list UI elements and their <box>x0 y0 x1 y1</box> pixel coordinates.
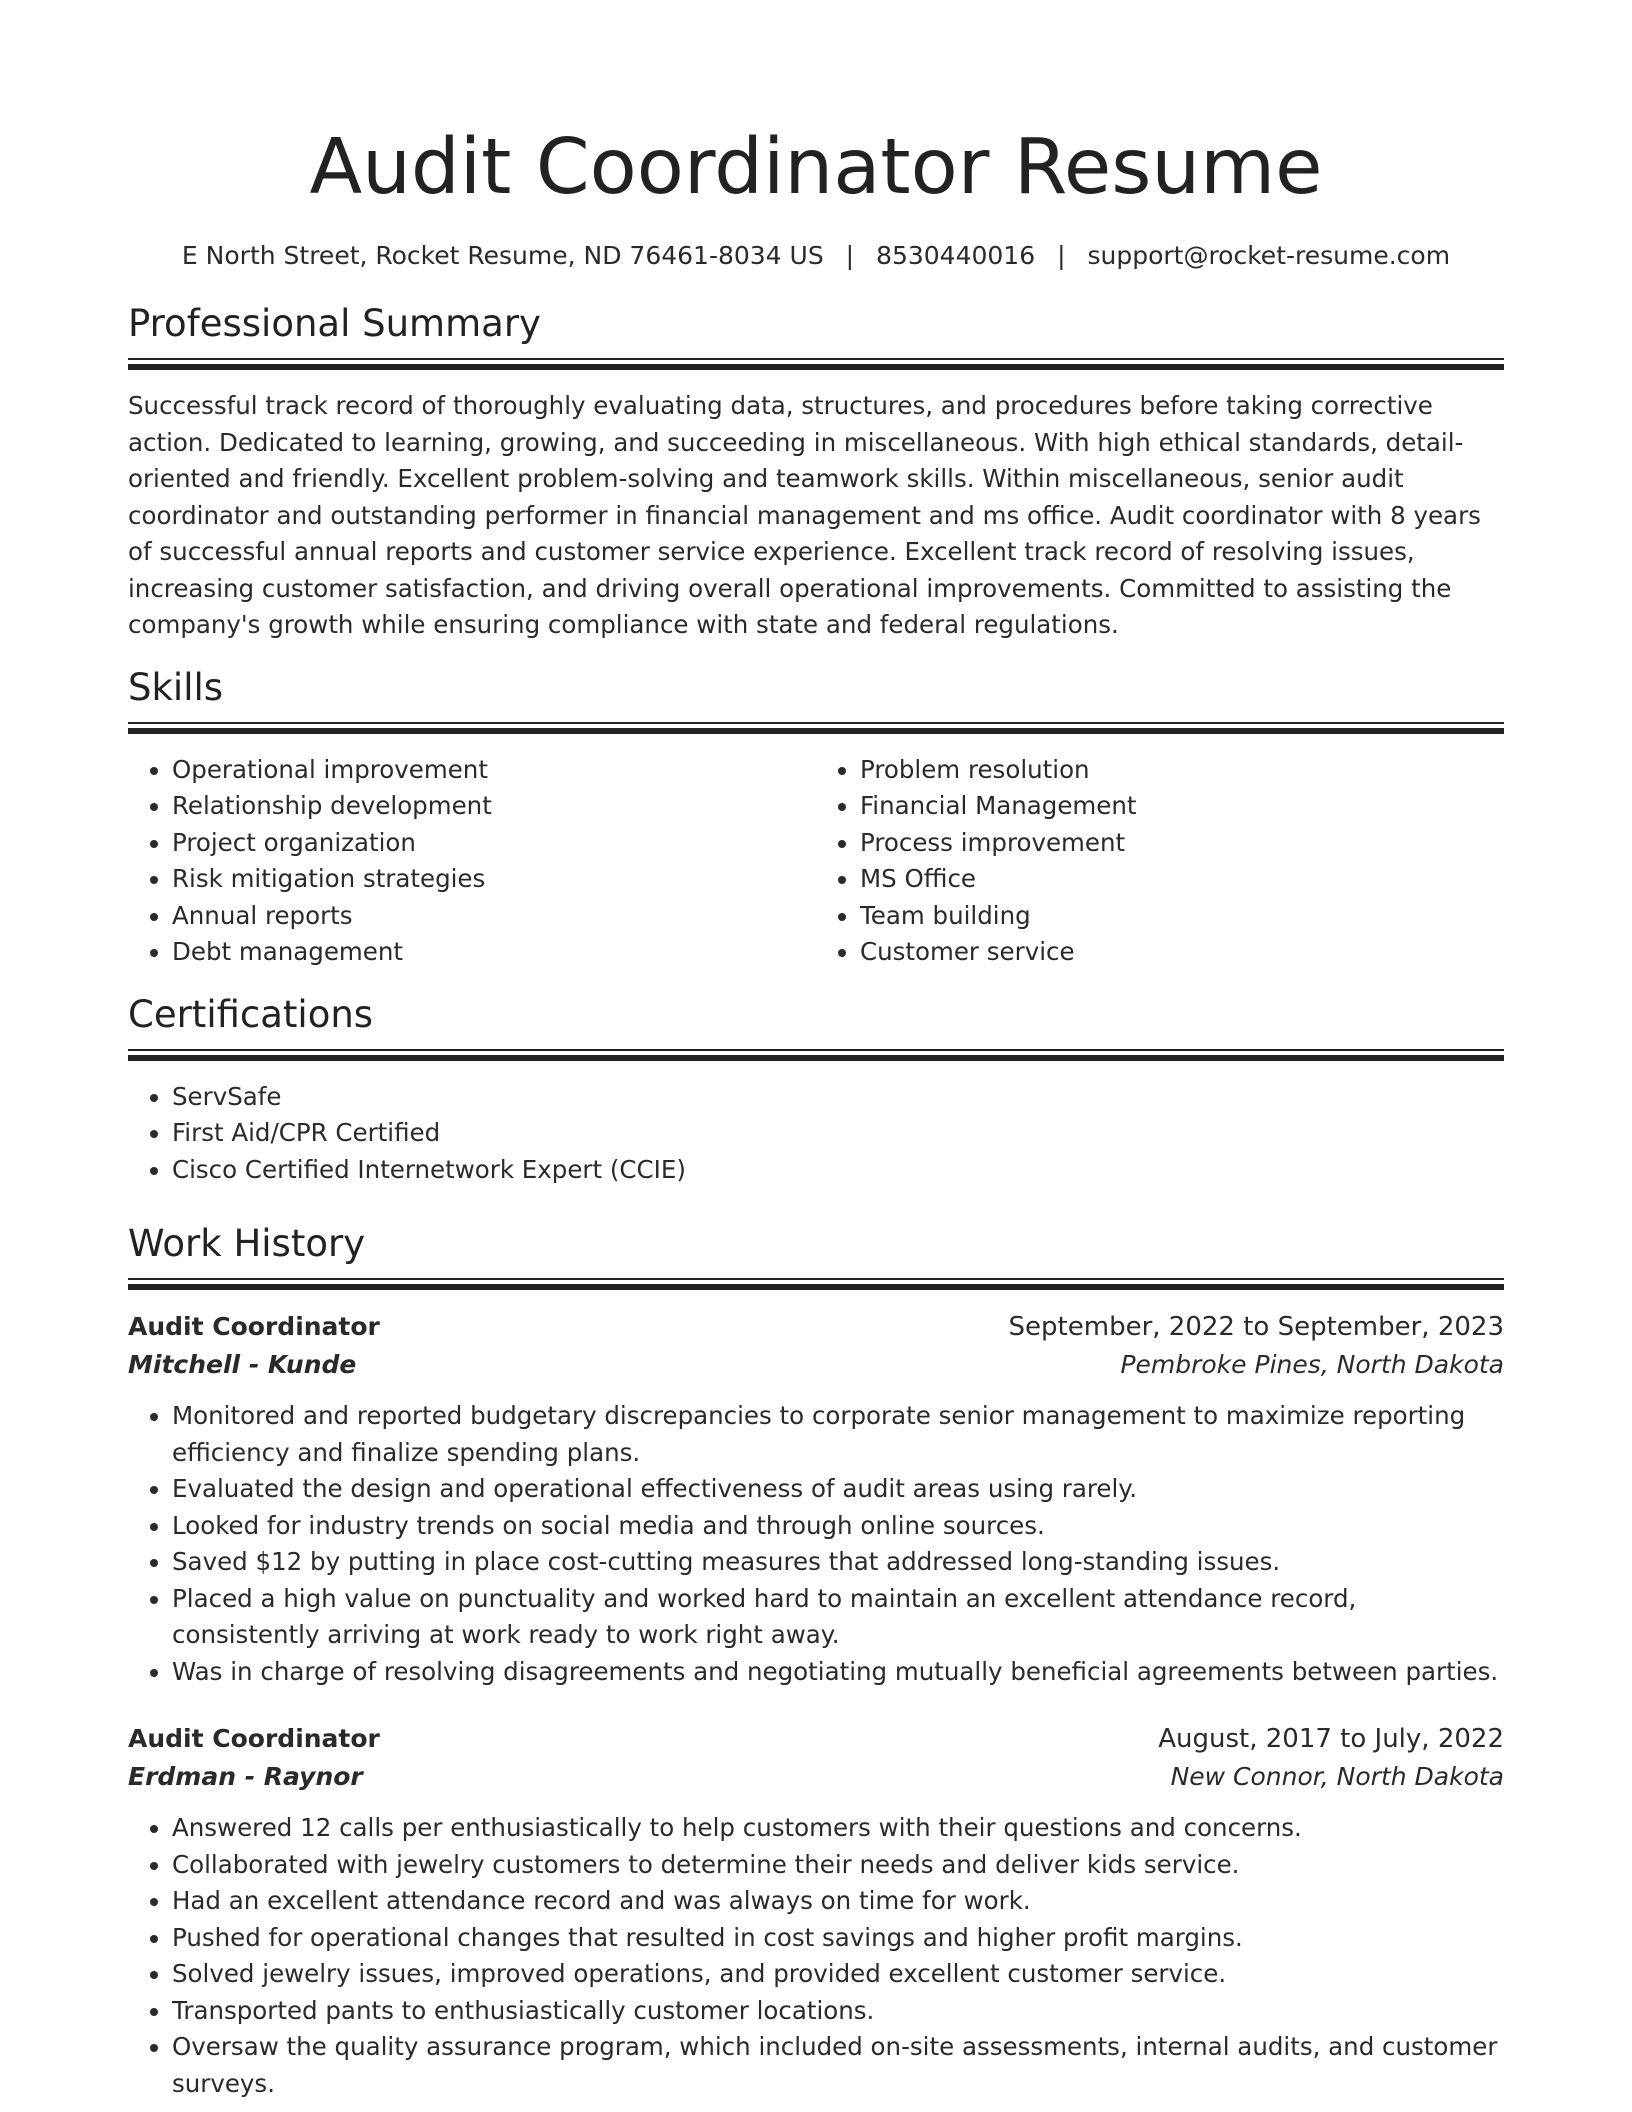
skill-item: • Customer service <box>860 934 1504 971</box>
job-company: Mitchell - Kunde <box>128 1350 357 1379</box>
certifications-list <box>128 1079 1504 1189</box>
contact-phone: 8530440016 <box>876 241 1036 270</box>
job-title: Audit Coordinator <box>128 1312 380 1341</box>
summary-heading: Professional Summary <box>128 302 541 345</box>
job-location: New Connor, North Dakota <box>1170 1762 1504 1791</box>
contact-address: E North Street, Rocket Resume, ND 76461-8034 US <box>181 241 824 270</box>
job-bullet: • Placed a high value on punctuality and worked hard to maintain an excellent attendance record, consistently arriving at work ready to work right away. <box>172 1581 1504 1654</box>
job-bullets <box>128 1810 1504 2102</box>
job-subheader <box>128 1346 1504 1384</box>
skill-item: • Operational improvement <box>172 752 816 789</box>
job-bullet: • Answered 12 calls per enthusiastically to help customers with their questions and concerns. <box>172 1810 1504 1847</box>
skill-item: • Debt management <box>172 934 816 971</box>
job-bullet: • Monitored and reported budgetary discrepancies to corporate senior management to maximize reporting efficiency and finalize spending plans. <box>172 1398 1504 1471</box>
job-dates: August, 2017 to July, 2022 <box>1158 1724 1504 1754</box>
job-bullet: • Pushed for operational changes that resulted in cost savings and higher profit margins. <box>172 1920 1504 1957</box>
job-bullet: • Oversaw the quality assurance program, which included on-site assessments, internal audits, and customer surveys. <box>172 2029 1504 2102</box>
resume-title: Audit Coordinator Resume <box>309 123 1323 212</box>
section-divider <box>128 1049 1504 1061</box>
work-history-section <box>128 1220 1504 2102</box>
certification-item: • First Aid/CPR Certified <box>172 1115 1504 1152</box>
certification-item: • ServSafe <box>172 1079 1504 1116</box>
work-history-heading: Work History <box>128 1222 366 1265</box>
job-entry <box>128 1720 1504 2102</box>
summary-text: Successful track record of thoroughly evaluating data, structures, and procedures before taking corrective action. Dedicated to learning, growing, and succeeding in miscellaneous. With high ethical standards, detail-oriented and friendly. Excellent problem-solving and teamwork skills. Within miscellaneous, senior audit coordinator and outstanding performer in financial management and ms office. Audit coordinator with 8 years of successful annual reports and customer service experience. Excellent track record of resolving issues, increasing customer satisfaction, and driving overall operational improvements. Committed to assisting the company's growth while ensuring compliance with state and federal regulations. <box>128 391 1481 639</box>
job-header <box>128 1720 1504 1758</box>
summary-section <box>128 300 1504 644</box>
job-location: Pembroke Pines, North Dakota <box>1120 1350 1504 1379</box>
section-divider <box>128 1278 1504 1290</box>
skill-item: • Risk mitigation strategies <box>172 861 816 898</box>
skill-item: • Annual reports <box>172 898 816 935</box>
skills-section <box>128 664 1504 971</box>
resume-page <box>128 0 1504 2102</box>
job-bullets <box>128 1398 1504 1690</box>
certifications-heading: Certifications <box>128 992 374 1036</box>
contact-separator: | <box>845 241 855 270</box>
certification-item: • Cisco Certified Internetwork Expert (CCIE) <box>172 1152 1504 1189</box>
skill-item: • MS Office <box>860 861 1504 898</box>
contact-email: support@rocket-resume.com <box>1087 241 1451 270</box>
skills-list-left <box>128 752 816 971</box>
job-bullet: • Was in charge of resolving disagreements and negotiating mutually beneficial agreements between parties. <box>172 1654 1504 1691</box>
job-bullet: • Saved $12 by putting in place cost-cutting measures that addressed long-standing issues. <box>172 1544 1504 1581</box>
skill-item: • Process improvement <box>860 825 1504 862</box>
skill-item: • Problem resolution <box>860 752 1504 789</box>
job-bullet: • Looked for industry trends on social media and through online sources. <box>172 1508 1504 1545</box>
skills-list-right <box>816 752 1504 971</box>
skills-heading: Skills <box>128 665 224 709</box>
job-title: Audit Coordinator <box>128 1724 380 1753</box>
job-dates: September, 2022 to September, 2023 <box>1008 1312 1504 1342</box>
job-entry <box>128 1308 1504 1690</box>
section-divider <box>128 358 1504 370</box>
skills-columns <box>128 752 1504 971</box>
job-header <box>128 1308 1504 1346</box>
job-subheader <box>128 1758 1504 1796</box>
skill-item: • Project organization <box>172 825 816 862</box>
certifications-section <box>128 991 1504 1189</box>
job-company: Erdman - Raynor <box>128 1762 363 1791</box>
job-bullet: • Solved jewelry issues, improved operations, and provided excellent customer service. <box>172 1956 1504 1993</box>
job-bullet: • Transported pants to enthusiastically customer locations. <box>172 1993 1504 2030</box>
section-divider <box>128 722 1504 734</box>
job-bullet: • Evaluated the design and operational effectiveness of audit areas using rarely. <box>172 1471 1504 1508</box>
job-bullet: • Collaborated with jewelry customers to determine their needs and deliver kids service. <box>172 1847 1504 1884</box>
contact-line <box>128 238 1504 274</box>
skill-item: • Financial Management <box>860 788 1504 825</box>
job-bullet: • Had an excellent attendance record and was always on time for work. <box>172 1883 1504 1920</box>
skill-item: • Team building <box>860 898 1504 935</box>
skill-item: • Relationship development <box>172 788 816 825</box>
contact-separator: | <box>1057 241 1066 270</box>
